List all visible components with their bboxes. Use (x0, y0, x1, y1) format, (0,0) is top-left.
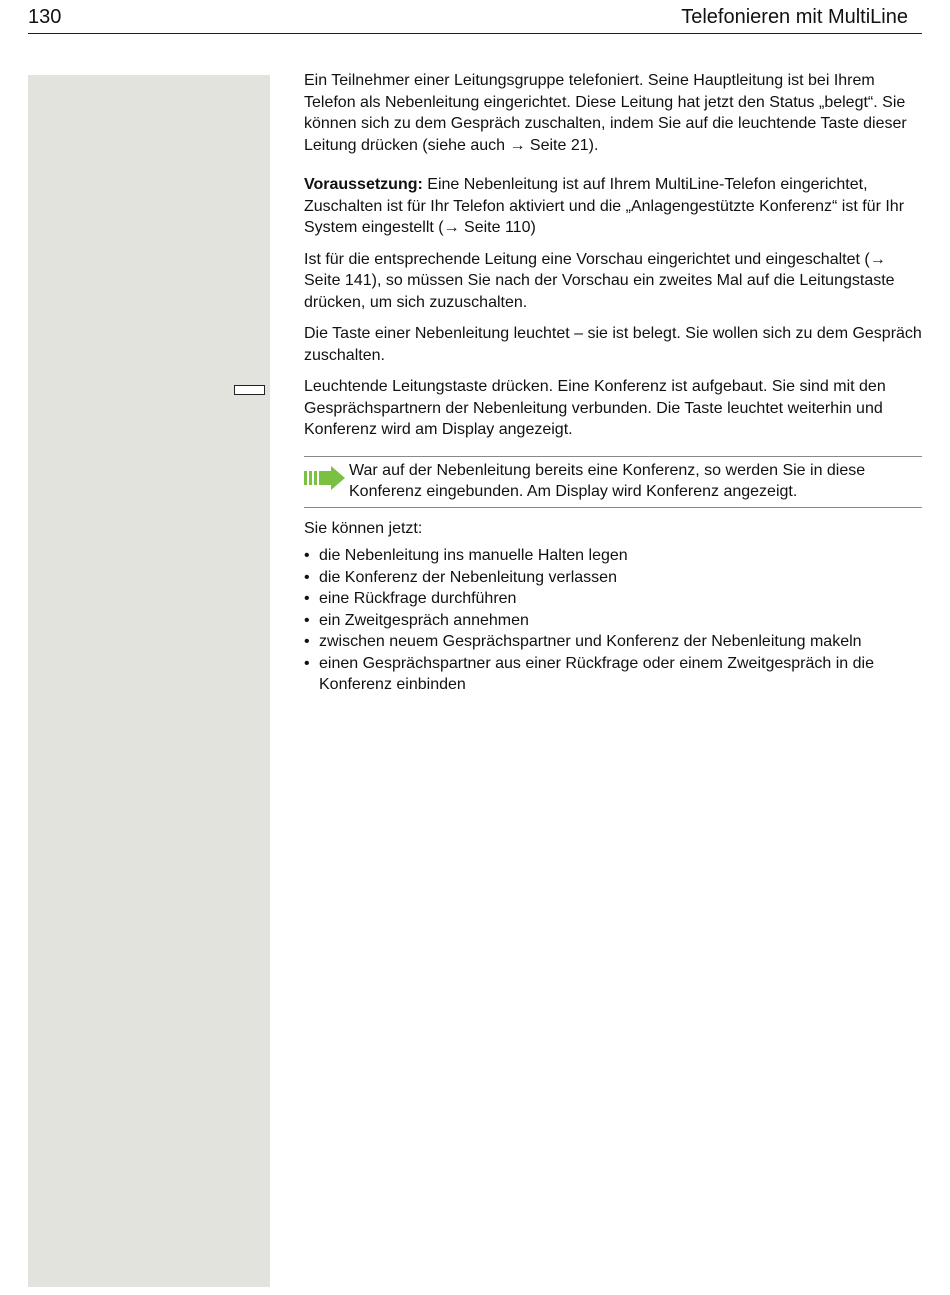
list-item: • zwischen neuem Gesprächspartner und Konferenz der Nebenleitung makeln (304, 631, 922, 653)
situation-paragraph: Die Taste einer Nebenleitung leuchtet – sie ist belegt. Sie wollen sich zu dem Gespräch zuschalten. (304, 325, 922, 364)
note-text: War auf der Nebenleitung bereits eine Konferenz, so werden Sie in diese Konferenz eingebunden. Am Display wird Konferenz angezeigt. (349, 461, 866, 500)
preview-paragraph: Ist für die entsprechende Leitung eine Vorschau eingerichtet und eingeschaltet (→ Seite 141), so müssen Sie nach der Vorschau ein zweites Mal auf die Leitungstaste drücken, um sich zuzuschalten. (304, 250, 895, 311)
sidebar-column (28, 75, 270, 1287)
list-item: • ein Zweitgespräch annehmen (304, 610, 922, 632)
chapter-title: Telefonieren mit MultiLine (681, 6, 908, 28)
action-paragraph: Leuchtende Leitungstaste drücken. Eine Konferenz ist aufgebaut. Sie sind mit den Gesprächspartnern der Nebenleitung verbunden. Die Taste leuchtet weiterhin und Konferenz wird am Display angezeigt. (304, 378, 886, 438)
page-number: 130 (28, 6, 62, 28)
note-arrow-icon (304, 466, 346, 490)
options-intro: Sie können jetzt: (304, 519, 423, 537)
page-header (28, 0, 922, 34)
note-box (304, 456, 922, 508)
line-key-icon (234, 385, 265, 395)
prerequisite-paragraph (304, 174, 922, 239)
options-list (304, 545, 922, 696)
list-item: • eine Rückfrage durchführen (304, 588, 922, 610)
list-item: • einen Gesprächspartner aus einer Rückfrage oder einem Zweitgespräch in die Konferenz einbinden (304, 653, 922, 696)
main-content (304, 70, 922, 696)
prerequisite-text: Eine Nebenleitung ist auf Ihrem MultiLine-Telefon eingerichtet, Zuschalten ist für Ihr Telefon aktiviert und die „Anlagengestützte Konferenz“ ist für Ihr System eingestellt (→ Seite 110) (304, 176, 905, 236)
intro-paragraph: Ein Teilnehmer einer Leitungsgruppe telefoniert. Seine Hauptleitung ist bei Ihrem Telefon als Nebenleitung eingerichtet. Diese Leitung hat jetzt den Status „belegt“. Sie können sich zu dem Gespräch zuschalten, indem Sie auf die leuchtende Taste dieser Leitung drücken (siehe auch → Seite 21). (304, 72, 907, 154)
list-item: • die Konferenz der Nebenleitung verlassen (304, 567, 922, 589)
list-item: • die Nebenleitung ins manuelle Halten legen (304, 545, 922, 567)
prerequisite-label: Voraussetzung: (304, 176, 423, 193)
